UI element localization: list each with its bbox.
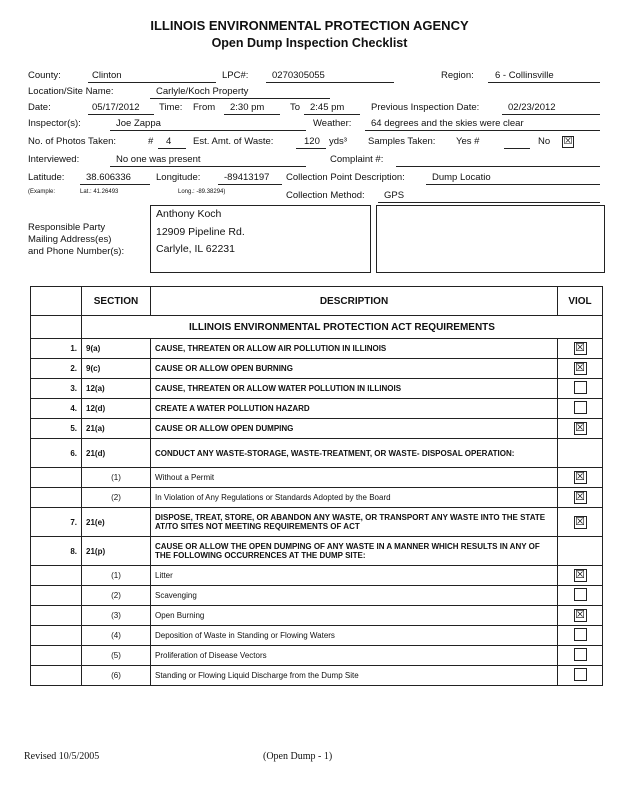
party-street: 12909 Pipeline Rd. <box>156 226 245 238</box>
table-row <box>31 586 603 606</box>
row-viol <box>558 566 603 586</box>
viol-checkbox[interactable]: ☒ <box>575 609 585 621</box>
viol-checkbox[interactable]: ☒ <box>575 342 585 354</box>
table-header-row <box>31 287 603 316</box>
row-description: CONDUCT ANY WASTE-STORAGE, WASTE-TREATMENT, OR WASTE- DISPOSAL OPERATION: <box>151 439 558 468</box>
row-section: 21(d) <box>82 439 151 468</box>
row-section: 21(p) <box>82 537 151 566</box>
row-subsection: (6) <box>82 666 151 686</box>
row-section: 21(e) <box>82 508 151 537</box>
time-from-field[interactable]: 2:30 pm <box>230 102 265 113</box>
region-field[interactable]: 6 - Collinsville <box>495 70 554 81</box>
row-section: 12(a) <box>82 379 151 399</box>
viol-checkbox[interactable] <box>574 668 587 681</box>
row-subsection: (2) <box>82 586 151 606</box>
row-section: 12(d) <box>82 399 151 419</box>
row-description: CAUSE, THREATEN OR ALLOW AIR POLLUTION IN ILLINOIS <box>151 339 558 359</box>
inspector-label: Inspector(s): <box>28 118 81 129</box>
table-row <box>31 359 603 379</box>
row-viol <box>558 468 603 488</box>
row-number: 7. <box>31 508 82 537</box>
viol-checkbox[interactable] <box>574 648 587 661</box>
latitude-label: Latitude: <box>28 172 65 183</box>
row-number: 5. <box>31 419 82 439</box>
viol-header: VIOL <box>558 287 603 316</box>
row-number: 1. <box>31 339 82 359</box>
table-row <box>31 606 603 626</box>
table-row <box>31 646 603 666</box>
row-number: 8. <box>31 537 82 566</box>
location-label: Location/Site Name: <box>28 86 114 97</box>
lpc-field[interactable]: 0270305055 <box>272 70 325 81</box>
row-description: Without a Permit <box>151 468 558 488</box>
interviewed-field[interactable]: No one was present <box>116 154 201 165</box>
page-number: (Open Dump - 1) <box>263 751 333 762</box>
waste-label: Est. Amt. of Waste: <box>193 136 274 147</box>
samples-yes-label: Yes # <box>456 136 480 147</box>
viol-checkbox[interactable]: ☒ <box>575 471 585 483</box>
county-field[interactable]: Clinton <box>92 70 122 81</box>
example-label: (Example: <box>28 189 56 195</box>
revised-note: Revised 10/5/2005 <box>24 751 100 762</box>
row-description: CAUSE OR ALLOW OPEN BURNING <box>151 359 558 379</box>
row-viol <box>558 339 603 359</box>
row-subsection: (4) <box>82 626 151 646</box>
photos-label: No. of Photos Taken: <box>28 136 117 147</box>
row-number: 4. <box>31 399 82 419</box>
row-number: 2. <box>31 359 82 379</box>
lpc-label: LPC#: <box>222 70 249 81</box>
from-label: From <box>193 102 216 113</box>
location-field[interactable]: Carlyle/Koch Property <box>156 86 249 97</box>
weather-field[interactable]: 64 degrees and the skies were clear <box>371 118 524 129</box>
responsible-label-1: Responsible Party <box>28 222 106 233</box>
row-viol <box>558 508 603 537</box>
row-description: Proliferation of Disease Vectors <box>151 646 558 666</box>
row-viol <box>558 488 603 508</box>
row-viol <box>558 359 603 379</box>
party-name: Anthony Koch <box>156 208 222 220</box>
county-label: County: <box>28 70 61 81</box>
row-description: CAUSE OR ALLOW THE OPEN DUMPING OF ANY WASTE IN A MANNER WHICH RESULTS IN ANY OF THE FOLLOWING OCCURRENCES AT THE DUMP SITE: <box>151 537 558 566</box>
collection-method-label: Collection Method: <box>286 190 365 201</box>
responsible-label-3: and Phone Number(s): <box>28 246 125 257</box>
row-section: 21(a) <box>82 419 151 439</box>
date-field[interactable]: 05/17/2012 <box>92 102 140 113</box>
row-subsection: (1) <box>82 468 151 488</box>
row-viol <box>558 419 603 439</box>
checklist-table <box>30 286 603 686</box>
time-label: Time: <box>159 102 183 113</box>
photos-hash: # <box>148 136 154 147</box>
row-description: CAUSE OR ALLOW OPEN DUMPING <box>151 419 558 439</box>
photos-field[interactable]: 4 <box>166 136 172 147</box>
row-viol <box>558 606 603 626</box>
row-description: In Violation of Any Regulations or Standards Adopted by the Board <box>151 488 558 508</box>
table-row <box>31 537 603 566</box>
viol-checkbox[interactable]: ☒ <box>575 569 585 581</box>
waste-field[interactable]: 120 <box>304 136 320 147</box>
row-subsection: (1) <box>82 566 151 586</box>
group-title-row <box>31 316 603 339</box>
row-description: CAUSE, THREATEN OR ALLOW WATER POLLUTION IN ILLINOIS <box>151 379 558 399</box>
viol-checkbox[interactable] <box>574 628 587 641</box>
viol-checkbox[interactable] <box>574 381 587 394</box>
example-lat: Lat.: 41.26493 <box>80 189 119 195</box>
table-row <box>31 626 603 646</box>
viol-checkbox[interactable]: ☒ <box>575 422 585 434</box>
row-description: Litter <box>151 566 558 586</box>
row-viol <box>558 379 603 399</box>
date-label: Date: <box>28 102 51 113</box>
table-row <box>31 666 603 686</box>
row-viol <box>558 537 603 566</box>
previous-inspection-label: Previous Inspection Date: <box>371 102 480 113</box>
row-subsection: (3) <box>82 606 151 626</box>
row-description: DISPOSE, TREAT, STORE, OR ABANDON ANY WASTE, OR TRANSPORT ANY WASTE INTO THE STATE AT/TO SITES NOT MEETING REQUIREMENTS OF ACT <box>151 508 558 537</box>
row-viol <box>558 399 603 419</box>
row-section: 9(c) <box>82 359 151 379</box>
table-row <box>31 379 603 399</box>
row-viol <box>558 439 603 468</box>
region-label: Region: <box>441 70 474 81</box>
row-subsection: (5) <box>82 646 151 666</box>
table-row <box>31 339 603 359</box>
complaint-label: Complaint #: <box>330 154 384 165</box>
collection-method-field[interactable]: GPS <box>384 190 405 201</box>
table-row <box>31 439 603 468</box>
row-subsection: (2) <box>82 488 151 508</box>
latitude-field[interactable]: 38.606336 <box>86 172 131 183</box>
longitude-label: Longitude: <box>156 172 201 183</box>
weather-label: Weather: <box>313 118 352 129</box>
row-description: Scavenging <box>151 586 558 606</box>
samples-label: Samples Taken: <box>368 136 436 147</box>
row-viol <box>558 666 603 686</box>
group-title: ILLINOIS ENVIRONMENTAL PROTECTION ACT REQUIREMENTS <box>82 316 603 339</box>
to-label: To <box>290 102 301 113</box>
table-row <box>31 488 603 508</box>
table-row <box>31 419 603 439</box>
section-header: SECTION <box>82 287 151 316</box>
party-city: Carlyle, IL 62231 <box>156 243 235 255</box>
row-description: Deposition of Waste in Standing or Flowing Waters <box>151 626 558 646</box>
table-row <box>31 399 603 419</box>
viol-checkbox[interactable]: ☒ <box>575 491 585 503</box>
longitude-field[interactable]: -89413197 <box>224 172 270 183</box>
viol-checkbox[interactable] <box>574 588 587 601</box>
collection-point-label: Collection Point Description: <box>286 172 405 183</box>
row-viol <box>558 646 603 666</box>
row-number: 3. <box>31 379 82 399</box>
inspector-field[interactable]: Joe Zappa <box>116 118 161 129</box>
previous-inspection-field[interactable]: 02/23/2012 <box>508 102 556 113</box>
example-lon: Long.: -89.38294) <box>178 189 226 195</box>
agency-title: ILLINOIS ENVIRONMENTAL PROTECTION AGENCY <box>150 18 469 33</box>
table-row <box>31 566 603 586</box>
row-viol <box>558 586 603 606</box>
collection-point-field[interactable]: Dump Locatio <box>432 172 491 183</box>
samples-no-checkbox[interactable]: ☒ <box>563 136 573 147</box>
interviewed-label: Interviewed: <box>28 154 80 165</box>
form-title: Open Dump Inspection Checklist <box>211 36 408 50</box>
time-to-field[interactable]: 2:45 pm <box>310 102 345 113</box>
responsible-label-2: Mailing Address(es) <box>28 234 112 245</box>
row-description: Open Burning <box>151 606 558 626</box>
table-row <box>31 468 603 488</box>
responsible-party-box-2[interactable] <box>376 205 605 273</box>
samples-no-label: No <box>538 136 551 147</box>
viol-checkbox[interactable]: ☒ <box>575 362 585 374</box>
row-description: CREATE A WATER POLLUTION HAZARD <box>151 399 558 419</box>
description-header: DESCRIPTION <box>151 287 558 316</box>
row-viol <box>558 626 603 646</box>
row-description: Standing or Flowing Liquid Discharge from the Dump Site <box>151 666 558 686</box>
table-row <box>31 508 603 537</box>
viol-checkbox[interactable] <box>574 401 587 414</box>
waste-unit: yds³ <box>329 136 347 147</box>
row-number: 6. <box>31 439 82 468</box>
viol-checkbox[interactable]: ☒ <box>575 515 585 528</box>
row-section: 9(a) <box>82 339 151 359</box>
